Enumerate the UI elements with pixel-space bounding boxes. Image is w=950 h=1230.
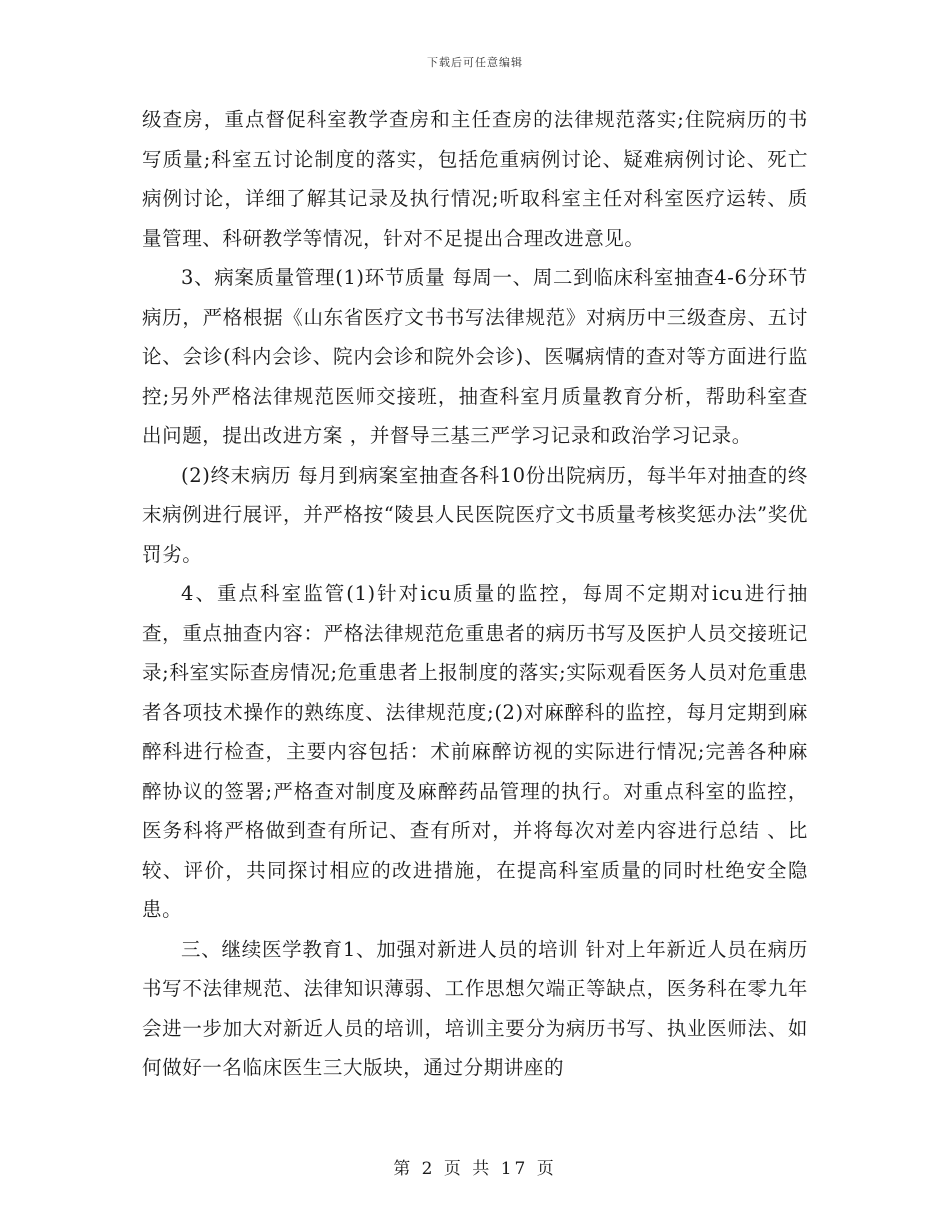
paragraph-final-records: (2)终末病历 每月到病案室抽查各科10份出院病历，每半年对抽查的终末病例进行展评，并严格按“陵县人民医院医疗文书质量考核奖惩办法”奖优罚劣。 bbox=[142, 463, 808, 566]
page-header: 下载后可任意编辑 bbox=[427, 56, 523, 69]
paragraph-key-departments: 4、重点科室监管(1)针对icu质量的监控，每周不定期对icu进行抽查，重点抽查内容：严格法律规范危重患者的病历书写及医护人员交接班记录;科室实际查房情况;危重患者上报制度的落实;实际观看医务人员对危重患者各项技术操作的熟练度、法律规范度;(2)对麻醉科的监控，每月定期到麻醉科进行检查，主要内容包括：术前麻醉访视的实际进行情况;完善各种麻醉协议的签署;严格查对制度及麻醉药品管理的执行。对重点科室的监控，医务科将严格做到查有所记、查有所对，并将每次对差内容进行总结 、比较、评价，共同探讨相应的改进措施，在提高科室质量的同时杜绝安全隐患。 bbox=[142, 582, 808, 921]
paragraph-case-quality: 3、病案质量管理(1)环节质量 每周一、周二到临床科室抽查4-6分环节病历，严格根据《山东省医疗文书书写法律规范》对病历中三级查房、五讨论、会诊(科内会诊、院内会诊和院外会诊)、医嘱病情的查对等方面进行监控;另外严格法律规范医师交接班，抽查科室月质量教育分析，帮助科室查出问题，提出改进方案 ，并督导三基三严学习记录和政治学习记录。 bbox=[142, 266, 808, 447]
paragraph-continuing-education: 三、继续医学教育1、加强对新进人员的培训 针对上年新近人员在病历书写不法律规范、法律知识薄弱、工作思想欠端正等缺点，医务科在零九年会进一步加大对新近人员的培训，培训主要分为病历书写、执业医师法、如何做好一名临床医生三大版块，通过分期讲座的 bbox=[142, 937, 808, 1079]
document-body bbox=[142, 100, 808, 1088]
paragraph-ward-rounds: 级查房，重点督促科室教学查房和主任查房的法律规范落实;住院病历的书写质量;科室五讨论制度的落实，包括危重病例讨论、疑难病例讨论、死亡病例讨论，详细了解其记录及执行情况;听取科室主任对科室医疗运转、质量管理、科研教学等情况，针对不足提出合理改进意见。 bbox=[142, 108, 808, 250]
page-footer: 第 2 页 共 17 页 bbox=[393, 1159, 557, 1179]
